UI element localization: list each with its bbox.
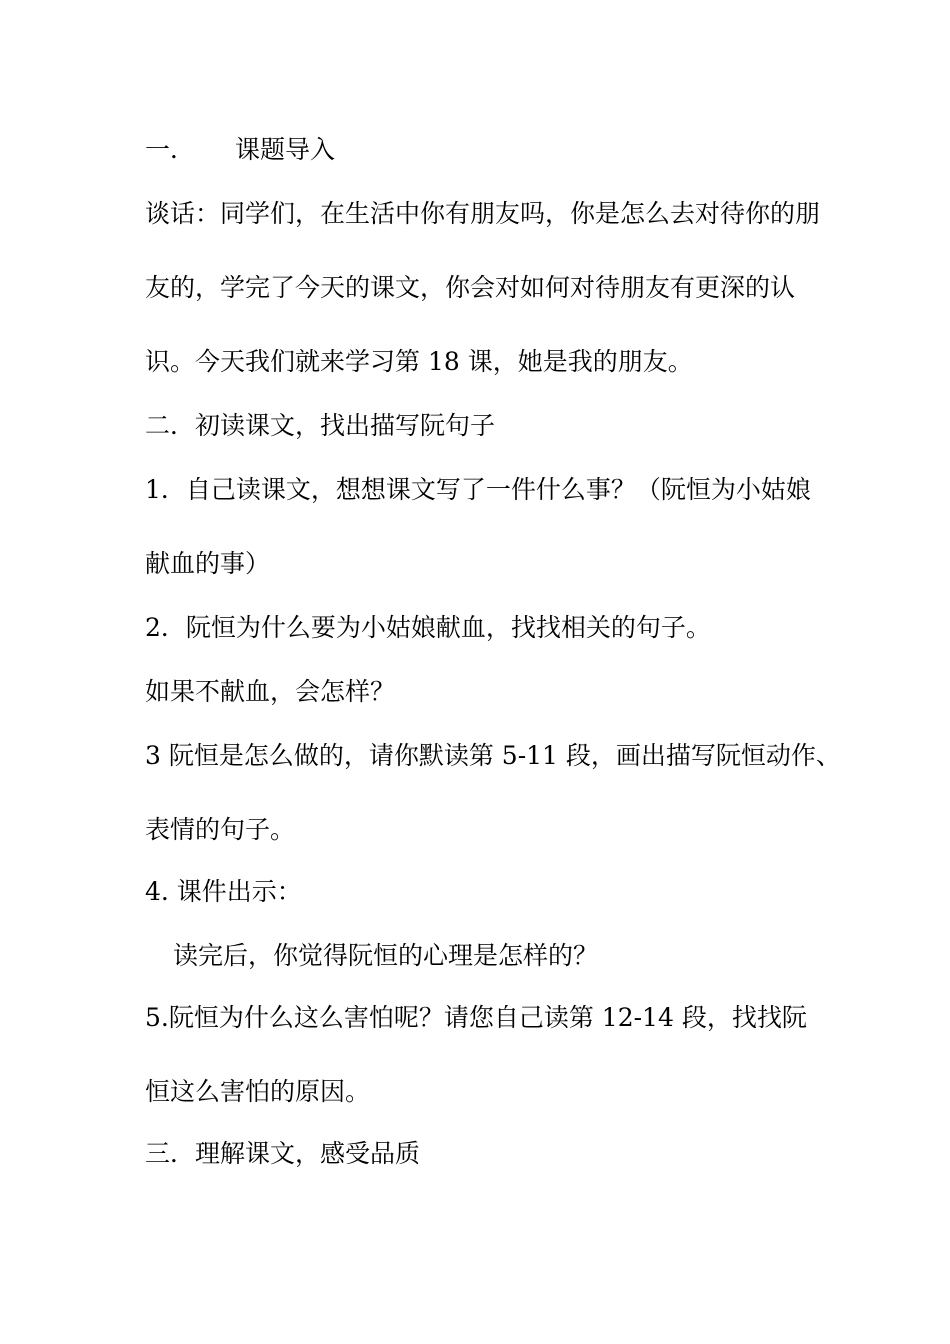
list-item: 1．自己读课文，想想课文写了一件什么事？（阮恒为小姑娘 bbox=[145, 475, 811, 504]
list-item: 2．阮恒为什么要为小姑娘献血，找找相关的句子。 bbox=[145, 613, 711, 642]
paragraph-line: 识。今天我们就来学习第 18 课，她是我的朋友。 bbox=[145, 347, 693, 376]
heading-one-text: 课题导入 bbox=[235, 135, 336, 164]
heading-one bbox=[145, 134, 825, 166]
list-item-continued: 献血的事） bbox=[145, 549, 271, 578]
list-item-continued: 恒这么害怕的原因。 bbox=[145, 1077, 371, 1106]
indented-line: 读完后，你觉得阮恒的心理是怎样的？ bbox=[173, 941, 599, 970]
list-item: 3 阮恒是怎么做的，请你默读第 5-11 段，画出描写阮恒动作、 bbox=[145, 741, 841, 770]
paragraph-line: 友的，学完了今天的课文，你会对如何对待朋友有更深的认 bbox=[145, 273, 796, 302]
list-item: 4. 课件出示： bbox=[145, 877, 302, 906]
list-item: 5.阮恒为什么这么害怕呢？请您自己读第 12-14 段，找找阮 bbox=[145, 1003, 807, 1032]
paragraph-line: 谈话：同学们，在生活中你有朋友吗，你是怎么去对待你的朋 bbox=[145, 199, 821, 228]
list-item-continued: 表情的句子。 bbox=[145, 815, 296, 844]
heading-three: 三．理解课文，感受品质 bbox=[145, 1139, 421, 1168]
heading-one-number: 一． bbox=[145, 135, 196, 164]
paragraph-line: 如果不献血，会怎样？ bbox=[145, 677, 396, 706]
heading-two: 二．初读课文，找出描写阮句子 bbox=[145, 411, 496, 440]
